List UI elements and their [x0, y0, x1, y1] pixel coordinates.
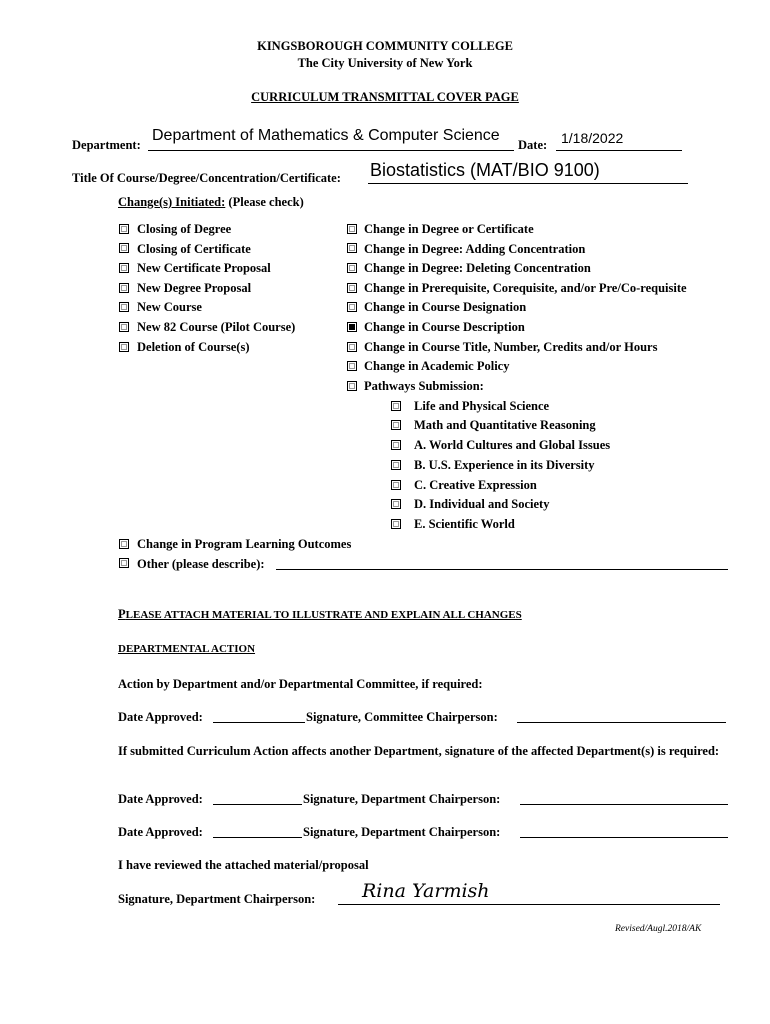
checkbox-world-cultures[interactable]	[391, 440, 401, 450]
date-approved-label: Date Approved:	[118, 710, 203, 724]
checkbox-label: New Course	[137, 300, 202, 314]
checkbox-label: Other (please describe):	[137, 557, 265, 571]
revision-note: Revised/Augl.2018/AK	[615, 924, 702, 934]
university-name: The City University of New York	[297, 56, 473, 70]
checkbox-label: Change in Course Description	[364, 320, 525, 334]
checkbox-pathways[interactable]	[347, 381, 357, 391]
date-approved-field-3[interactable]	[213, 837, 302, 838]
committee-signature-label: Signature, Committee Chairperson:	[306, 710, 498, 724]
checkbox-deleting-concentration[interactable]	[347, 263, 357, 273]
date-label: Date:	[518, 138, 548, 152]
checkbox-label: New 82 Course (Pilot Course)	[137, 320, 296, 334]
checkbox-other[interactable]	[119, 558, 129, 568]
checkbox-label: Change in Course Title, Number, Credits and/or Hours	[364, 340, 658, 354]
changes-heading-note: (Please check)	[228, 195, 304, 209]
department-signature-field-1[interactable]	[520, 804, 728, 805]
date-approved-label: Date Approved:	[118, 792, 203, 806]
course-title-label: Title Of Course/Degree/Concentration/Certificate:	[72, 171, 341, 185]
date-approved-label: Date Approved:	[118, 825, 203, 839]
checkbox-label: Change in Course Designation	[364, 300, 527, 314]
action-by-text: Action by Department and/or Departmental Committee, if required:	[118, 677, 483, 691]
checkbox-label: Pathways Submission:	[364, 379, 484, 393]
checkbox-label: Change in Degree or Certificate	[364, 222, 534, 236]
checkbox-creative-expression[interactable]	[391, 480, 401, 490]
final-signature-label: Signature, Department Chairperson:	[118, 892, 316, 906]
checkbox-label: E. Scientific World	[414, 517, 515, 531]
checkbox-individual-society[interactable]	[391, 499, 401, 509]
committee-signature-field[interactable]	[517, 722, 726, 723]
checkbox-scientific-world[interactable]	[391, 519, 401, 529]
checkbox-adding-concentration[interactable]	[347, 243, 357, 253]
checkbox-life-physical-science[interactable]	[391, 401, 401, 411]
other-describe-field[interactable]	[276, 569, 728, 570]
changes-heading-label: Change(s) Initiated:	[118, 195, 226, 209]
checkbox-label: D. Individual and Society	[414, 497, 550, 511]
checkbox-closing-certificate[interactable]	[119, 243, 129, 253]
college-name: KINGSBOROUGH COMMUNITY COLLEGE	[257, 39, 513, 53]
checkbox-label: New Certificate Proposal	[137, 261, 271, 275]
checkbox-program-learning-outcomes[interactable]	[119, 539, 129, 549]
checkbox-course-designation[interactable]	[347, 302, 357, 312]
checkbox-label: Closing of Degree	[137, 222, 232, 236]
checkbox-math-quantitative[interactable]	[391, 420, 401, 430]
checkbox-academic-policy[interactable]	[347, 361, 357, 371]
date-field[interactable]: 1/18/2022	[561, 130, 624, 146]
checkbox-prerequisite[interactable]	[347, 283, 357, 293]
checkbox-label: Change in Prerequisite, Corequisite, and/or Pre/Co-requisite	[364, 281, 687, 295]
checkbox-new-82-course[interactable]	[119, 322, 129, 332]
checkbox-new-certificate[interactable]	[119, 263, 129, 273]
attach-note-text: LEASE ATTACH MATERIAL TO ILLUSTRATE AND EXPLAIN ALL CHANGES	[125, 609, 522, 621]
checkbox-new-course[interactable]	[119, 302, 129, 312]
checkbox-deletion-course[interactable]	[119, 342, 129, 352]
checkbox-course-description[interactable]	[347, 322, 357, 332]
reviewed-statement: I have reviewed the attached material/proposal	[118, 858, 369, 872]
checkbox-label: Life and Physical Science	[414, 399, 550, 413]
changes-heading	[118, 195, 304, 210]
checkbox-label: Deletion of Course(s)	[137, 340, 250, 354]
checkbox-new-degree[interactable]	[119, 283, 129, 293]
date-underline	[556, 150, 682, 151]
course-title-underline	[368, 183, 688, 184]
date-approved-field-2[interactable]	[213, 804, 302, 805]
checkbox-label: B. U.S. Experience in its Diversity	[414, 458, 595, 472]
checkbox-change-degree[interactable]	[347, 224, 357, 234]
checkbox-label: A. World Cultures and Global Issues	[414, 438, 611, 452]
attach-note-initial: P	[118, 607, 126, 621]
date-approved-field-1[interactable]	[213, 722, 305, 723]
checkbox-label: Change in Academic Policy	[364, 359, 510, 373]
checkbox-label: Change in Degree: Adding Concentration	[364, 242, 586, 256]
attach-note	[118, 607, 522, 622]
department-signature-label: Signature, Department Chairperson:	[303, 825, 501, 839]
checkbox-us-experience[interactable]	[391, 460, 401, 470]
affects-note: If submitted Curriculum Action affects another Department, signature of the affected Department(s) is required:	[118, 744, 720, 758]
checkbox-course-title[interactable]	[347, 342, 357, 352]
checkbox-label: Math and Quantitative Reasoning	[414, 418, 596, 432]
department-signature-field-2[interactable]	[520, 837, 728, 838]
department-signature-label: Signature, Department Chairperson:	[303, 792, 501, 806]
form-title: CURRICULUM TRANSMITTAL COVER PAGE	[251, 90, 519, 104]
checkbox-label: Closing of Certificate	[137, 242, 251, 256]
checkbox-label: New Degree Proposal	[137, 281, 252, 295]
department-field[interactable]: Department of Mathematics & Computer Science	[152, 127, 500, 144]
department-label: Department:	[72, 138, 141, 152]
checkbox-closing-degree[interactable]	[119, 224, 129, 234]
handwritten-signature: Rina Yarmish	[362, 880, 490, 902]
course-title-field[interactable]: Biostatistics (MAT/BIO 9100)	[370, 160, 600, 180]
checkbox-label: Change in Program Learning Outcomes	[137, 537, 352, 551]
checkbox-label: Change in Degree: Deleting Concentration	[364, 261, 591, 275]
final-signature-line[interactable]	[338, 904, 720, 905]
checkbox-label: C. Creative Expression	[414, 478, 537, 492]
departmental-action-heading: DEPARTMENTAL ACTION	[118, 643, 256, 655]
department-underline	[148, 150, 514, 151]
